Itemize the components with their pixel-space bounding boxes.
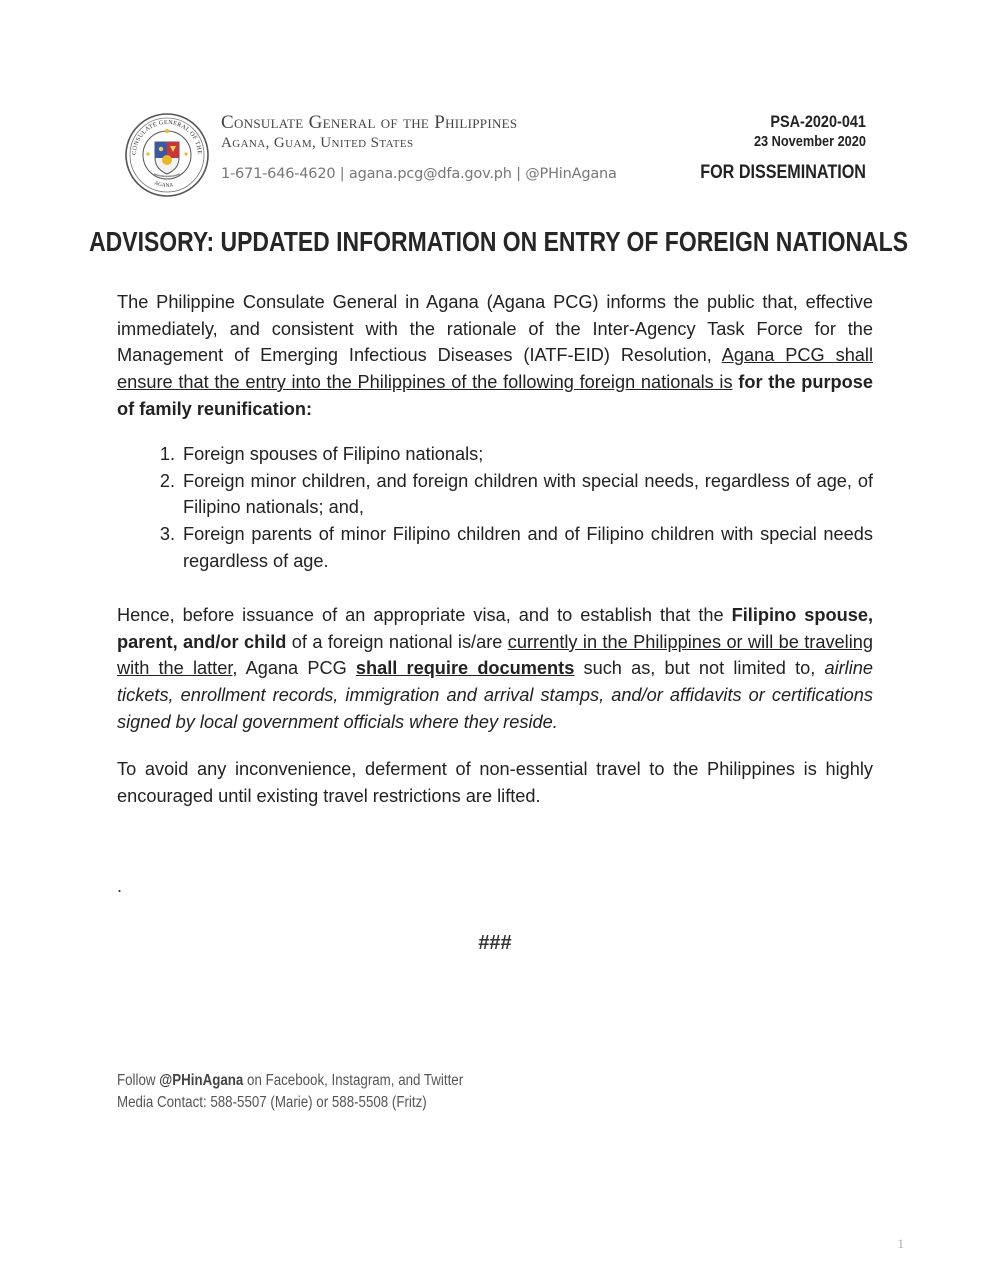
- paragraph-requirements: [117, 602, 873, 736]
- paragraph-travel-advice: To avoid any inconvenience, deferment of non-essential travel to the Philippines is highly encouraged until existing travel restrictions are lifted.: [117, 759, 873, 806]
- org-name: Consulate General of the Philippines: [221, 112, 518, 133]
- list-item: [117, 468, 873, 521]
- list-item: [117, 441, 873, 468]
- list-item-text: Foreign parents of minor Filipino children and of Filipino children with special needs regardless of age.: [183, 524, 873, 571]
- dissemination-label: FOR DISSEMINATION: [700, 162, 866, 183]
- req-text-1: Hence, before issuance of an appropriate visa, and to establish that the: [117, 605, 732, 625]
- footer-follow-suffix: on Facebook, Instagram, and Twitter: [243, 1072, 464, 1089]
- list-item-number: 2.: [159, 470, 175, 491]
- req-bold-1: Filipino spouse, parent, and/or child: [117, 605, 873, 652]
- list-item-text: Foreign spouses of Filipino nationals;: [183, 444, 484, 464]
- svg-text:AGANA: [153, 180, 174, 189]
- paragraph-intro: [117, 289, 873, 423]
- req-italic: airline tickets, enrollment records, immigration and arrival stamps, and/or affidavits or certifications signed by local government officials where they reside.: [117, 658, 873, 732]
- req-text-2: of a foreign national is/are: [286, 631, 508, 652]
- req-bold-underlined: shall require documents: [355, 658, 575, 679]
- seal-emblem-icon: [124, 112, 210, 198]
- org-contact: 1-671-646-4620 | agana.pcg@dfa.gov.ph | @PHinAgana: [221, 166, 617, 182]
- footer-follow-line: [117, 1070, 463, 1092]
- org-place: Agana, Guam, United States: [221, 135, 414, 151]
- list-item-text: Foreign minor children, and foreign children with special needs, regardless of age, of Filipino nationals; and,: [183, 470, 873, 518]
- stray-dot: .: [117, 876, 123, 896]
- list-item: [117, 521, 873, 574]
- intro-underlined: Agana PCG shall ensure that the entry into the Philippines of the following foreign nationals is: [117, 345, 874, 393]
- footer: [117, 1070, 520, 1114]
- end-marker: ###: [478, 932, 512, 954]
- org-block: [221, 112, 517, 152]
- intro-bold: for the purpose of family reunification:: [117, 372, 873, 419]
- reference-number: PSA-2020-041: [770, 112, 866, 131]
- reference-block: [671, 112, 866, 184]
- page-number: 1: [897, 1236, 904, 1251]
- footer-follow-prefix: Follow: [117, 1072, 160, 1089]
- req-underlined-1: currently in the Philippines or will be traveling with the latter: [117, 631, 873, 679]
- list-item-number: 3.: [159, 524, 175, 545]
- req-text-4: such as, but not limited to,: [574, 658, 825, 679]
- seal-text-top: CONSULATE GENERAL OF THE: [130, 118, 204, 156]
- list-item-number: 1.: [159, 444, 175, 464]
- eligibility-list: [117, 441, 873, 575]
- consulate-seal: [124, 112, 210, 198]
- intro-text: The Philippine Consulate General in Agana (Agana PCG) informs the public that, effective immediately, and consistent with the rationale of the Inter-Agency Task Force for the Management of Emerging Infectious Diseases (IATF-EID) Resolution,: [117, 292, 873, 366]
- social-handle: @PHinAgana: [159, 1072, 244, 1089]
- advisory-title: ADVISORY: UPDATED INFORMATION ON ENTRY OF FOREIGN NATIONALS: [89, 226, 909, 257]
- seal-text-bottom: AGANA: [153, 180, 174, 189]
- reference-date: 23 November 2020: [754, 133, 866, 150]
- req-text-3: , Agana PCG: [232, 658, 356, 679]
- footer-media-contact: Media Contact: 588-5507 (Marie) or 588-5508 (Fritz): [117, 1094, 427, 1111]
